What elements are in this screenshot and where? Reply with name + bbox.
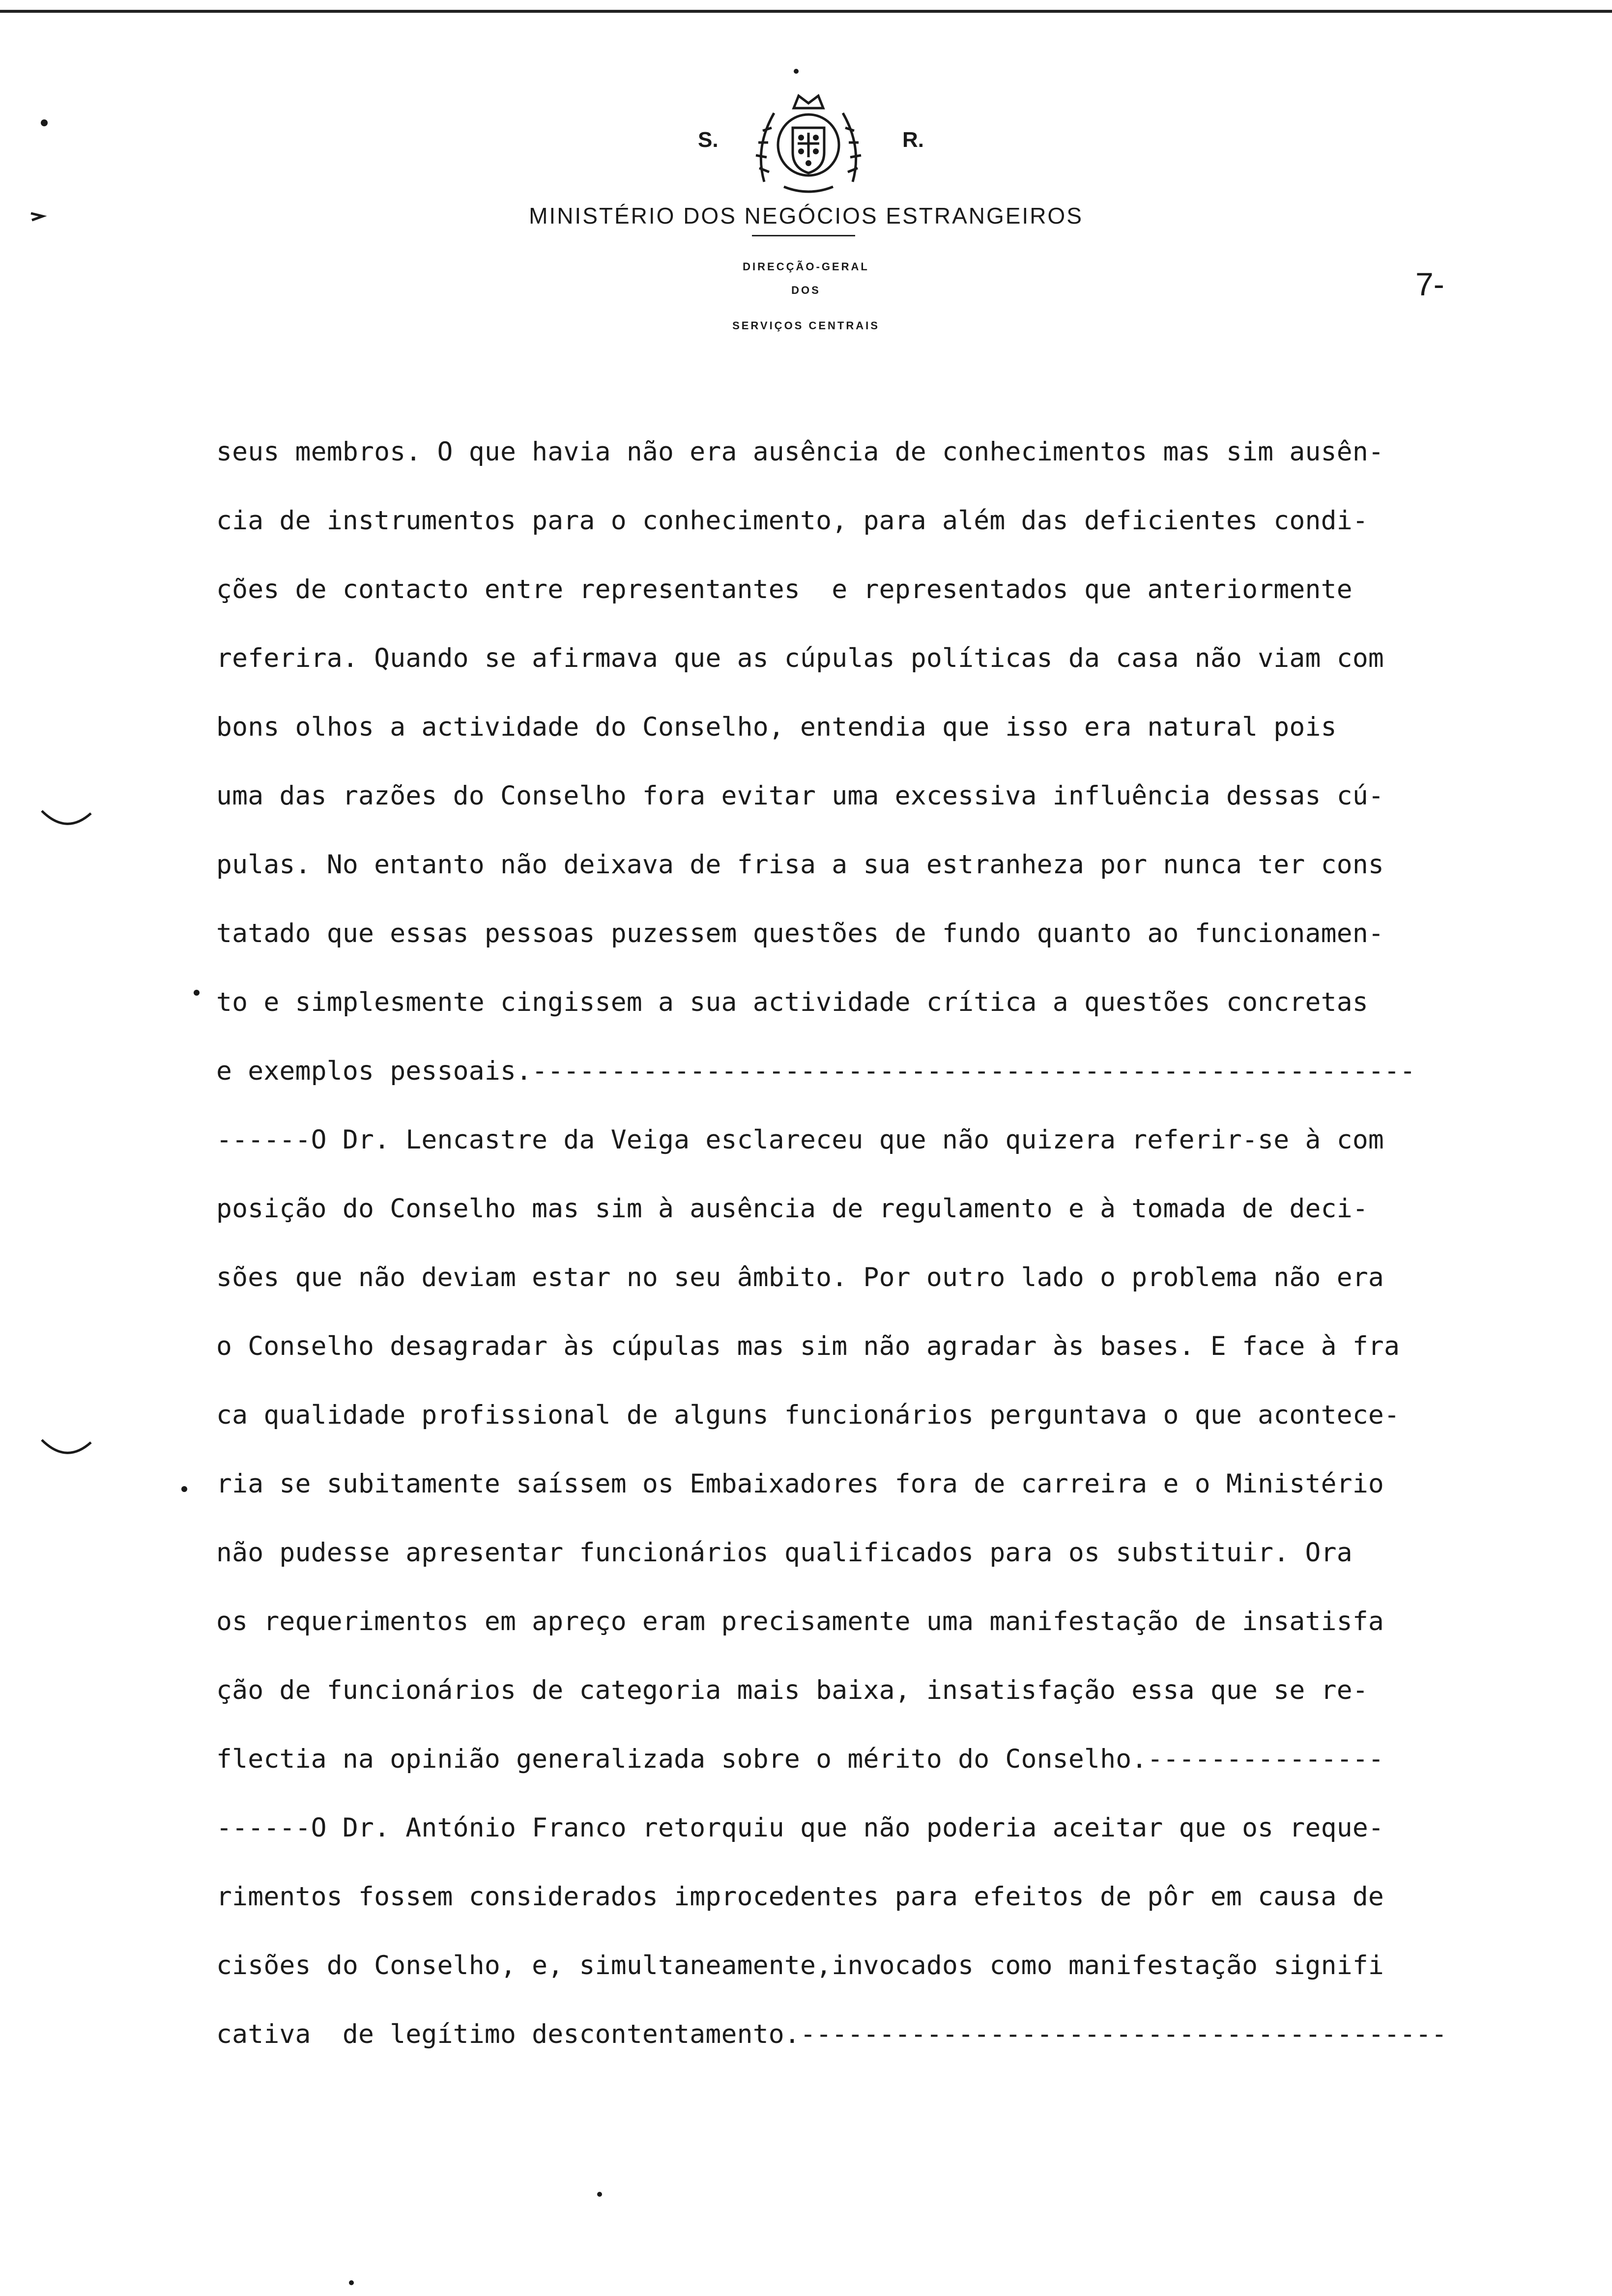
text-line: o Conselho desagradar às cúpulas mas sim não agradar às bases. E face à fra bbox=[216, 1331, 1400, 1361]
letterhead-emblem-row bbox=[698, 88, 924, 201]
department-line-3: SERVIÇOS CENTRAIS bbox=[732, 319, 880, 332]
punch-hole-mark bbox=[39, 806, 93, 835]
letterhead-left-letter: S. bbox=[698, 128, 719, 152]
text-line: pulas. No entanto não deixava de frisa a sua estranheza por nunca ter cons bbox=[216, 850, 1384, 880]
punch-hole-mark bbox=[39, 1435, 93, 1464]
text-line: bons olhos a actividade do Conselho, entendia que isso era natural pois bbox=[216, 712, 1337, 742]
top-border-line bbox=[0, 10, 1612, 13]
text-line: cativa de legítimo descontentamento.----------------------------------------- bbox=[216, 2019, 1447, 2049]
speck-mark bbox=[174, 1479, 194, 1499]
text-line: os requerimentos em apreço eram precisamente uma manifestação de insatisfa bbox=[216, 1607, 1384, 1636]
department-line-1: DIRECÇÃO-GERAL bbox=[743, 260, 869, 273]
text-line: ria se subitamente saíssem os Embaixadores fora de carreira e o Ministério bbox=[216, 1469, 1384, 1499]
text-line: ------O Dr. António Franco retorquiu que não poderia aceitar que os reque- bbox=[216, 1813, 1384, 1843]
text-line: referira. Quando se afirmava que as cúpulas políticas da casa não viam com bbox=[216, 643, 1384, 673]
text-line: to e simplesmente cingissem a sua actividade crítica a questões concretas bbox=[216, 987, 1368, 1017]
text-line: seus membros. O que havia não era ausência de conhecimentos mas sim ausên- bbox=[216, 437, 1384, 467]
speck-mark bbox=[27, 206, 47, 226]
text-line: cia de instrumentos para o conhecimento, para além das deficientes condi- bbox=[216, 506, 1368, 536]
text-line: sões que não deviam estar no seu âmbito. Por outro lado o problema não era bbox=[216, 1263, 1384, 1292]
page-number: 7- bbox=[1415, 266, 1444, 302]
text-line: flectia na opinião generalizada sobre o mérito do Conselho.--------------- bbox=[216, 1744, 1384, 1774]
text-line: ção de funcionários de categoria mais baixa, insatisfação essa que se re- bbox=[216, 1675, 1368, 1705]
speck-mark bbox=[34, 113, 54, 133]
department-line-2: DOS bbox=[791, 284, 821, 296]
text-line: rimentos fossem considerados improcedentes para efeitos de pôr em causa de bbox=[216, 1882, 1384, 1912]
text-line: ca qualidade profissional de alguns funcionários perguntava o que acontece- bbox=[216, 1400, 1400, 1430]
letterhead-right-letter: R. bbox=[902, 128, 924, 152]
text-line: tatado que essas pessoas puzessem questões de fundo quanto ao funcionamen- bbox=[216, 918, 1384, 948]
text-line: não pudesse apresentar funcionários qualificados para os substituir. Ora bbox=[216, 1538, 1353, 1568]
coat-of-arms-icon bbox=[745, 88, 872, 197]
speck-mark bbox=[592, 2187, 607, 2202]
ministry-underline bbox=[752, 235, 855, 236]
speck-mark bbox=[344, 2275, 359, 2290]
speck-mark bbox=[187, 983, 206, 1003]
text-line: cisões do Conselho, e, simultaneamente,invocados como manifestação signifi bbox=[216, 1951, 1384, 1980]
ministry-title: MINISTÉRIO DOS NEGÓCIOS ESTRANGEIROS bbox=[529, 203, 1083, 229]
text-line: uma das razões do Conselho fora evitar uma excessiva influência dessas cú- bbox=[216, 781, 1384, 811]
text-line: posição do Conselho mas sim à ausência de regulamento e à tomada de deci- bbox=[216, 1194, 1368, 1224]
text-line: ------O Dr. Lencastre da Veiga esclareceu que não quizera referir-se à com bbox=[216, 1125, 1384, 1155]
speck-mark bbox=[789, 64, 804, 79]
text-line: ções de contacto entre representantes e representados que anteriormente bbox=[216, 574, 1353, 604]
typed-body-text bbox=[216, 432, 1524, 2084]
text-line: e exemplos pessoais.-------------------------------------------------------- bbox=[216, 1056, 1416, 1086]
